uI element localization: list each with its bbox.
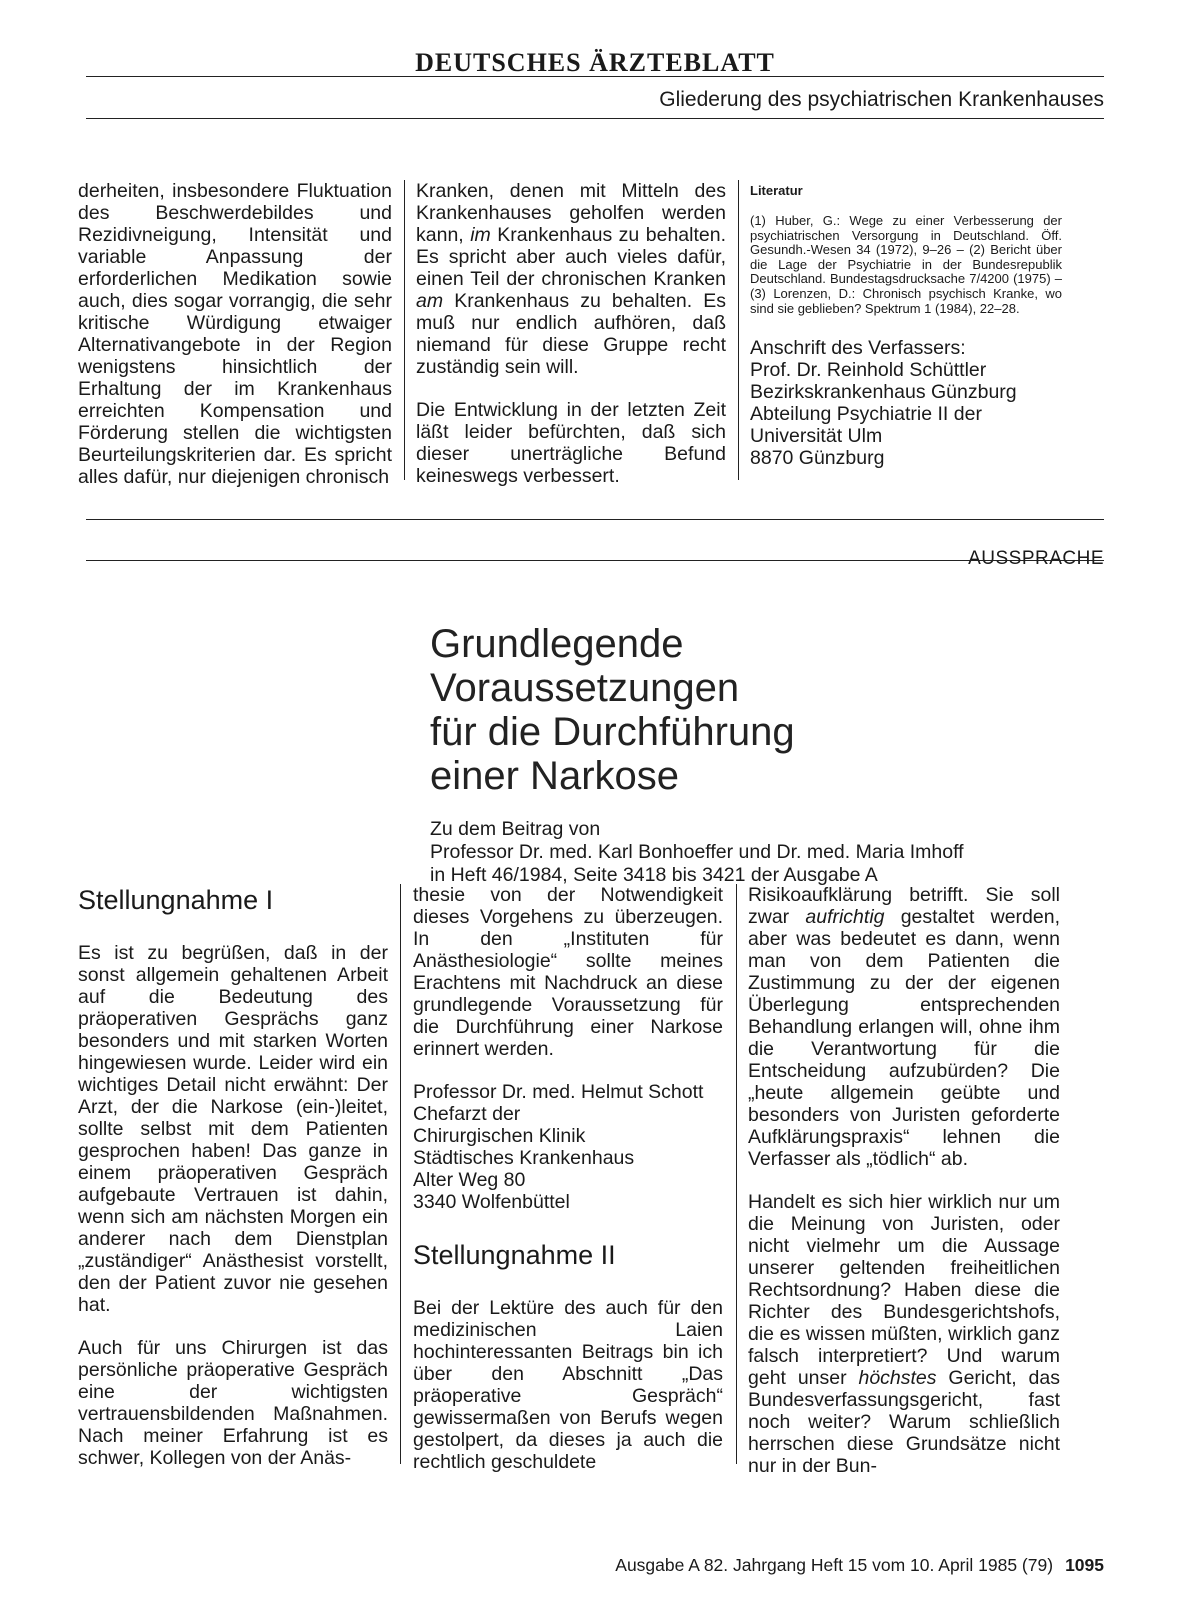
body-paragraph: Auch für uns Chirurgen ist das persönliche präoperative Gespräch eine der wichtigsten vertrauensbildenden Maßnahmen. Nach meiner Erfahrung ist es schwer, Kollegen von der Anäs- xyxy=(78,1337,388,1469)
column-divider xyxy=(736,884,737,1464)
article-intro: Zu dem Beitrag von Professor Dr. med. Karl Bonhoeffer und Dr. med. Maria Imhoff in Heft 46/1984, Seite 3418 bis 3421 der Ausgabe A xyxy=(430,818,964,886)
section-rubric: AUSSPRACHE xyxy=(968,548,1104,569)
header-rule xyxy=(86,118,1104,119)
page-number: 1095 xyxy=(1065,1555,1104,1575)
body-paragraph: Bei der Lektüre des auch für den medizinischen Laien hochinteressanten Beitrags bin ich über den Abschnitt „Das präoperative Gespräch“ gewissermaßen von Berufs wegen gestolpert, da dieses ja auch die rechtlich geschuldete xyxy=(413,1297,723,1473)
body-paragraph: Es ist zu begrüßen, daß in der sonst allgemein gehaltenen Arbeit auf die Bedeutung des präoperativen Gesprächs ganz besonders und mit starken Worten hingewiesen wurde. Leider wird ein wichtiges Detail nicht erwähnt: Der Arzt, der die Narkose (ein-)leitet, sollte selbst mit dem Patienten gesprochen haben! Das ganze in einem präoperativen Gespräch aufgebaute Vertrauen ist dahin, wenn sich am nächsten Morgen ein anderer nach dem Dienstplan „zuständiger“ Anästhesist vorstellt, den der Patient zuvor nie gesehen hat. xyxy=(78,942,388,1316)
author-address: Anschrift des Verfassers: Prof. Dr. Reinhold Schüttler Bezirkskrankenhaus Günzburg Abteilung Psychiatrie II der Universität Ulm 8870 Günzburg xyxy=(750,337,1017,470)
top-article-col-2 xyxy=(416,180,726,487)
top-article-col-1 xyxy=(78,180,392,488)
masthead-rule xyxy=(86,76,1104,77)
section-header: Gliederung des psychiatrischen Krankenhauses xyxy=(659,88,1104,111)
body-paragraph: Kranken, denen mit Mitteln des Krankenhauses geholfen werden kann, im Krankenhaus zu behalten. Es spricht aber auch vieles dafür, einen Teil der chronischen Kranken am Krankenhaus zu behalten. Es muß nur endlich aufhören, daß niemand für diese Gruppe recht zuständig sein will. xyxy=(416,180,727,378)
rubric-rule-top xyxy=(86,519,1104,520)
body-paragraph: derheiten, insbesondere Fluktuation des Beschwerdebildes und Rezidivneigung, Intensität und variable Anpassung der erforderlichen Medikation sowie auch, dies sogar vorrangig, die sehr kritische Würdigung etwaiger Alternativangebote in der Region wenigstens hinsichtlich der Erhaltung der im Krankenhaus erreichten Kompensation und Förderung stellen die wichtigsten Beurteilungskriterien dar. Es spricht alles dafür, nur diejenigen chronisch xyxy=(78,180,392,488)
body-paragraph: Die Entwicklung in der letzten Zeit läßt leider befürchten, daß sich dieser unerträgliche Befund keineswegs verbessert. xyxy=(416,399,726,487)
statement-2-title: Stellungnahme II xyxy=(413,1240,616,1270)
rubric-rule-bottom xyxy=(86,560,1104,561)
statement-col-2 xyxy=(413,884,723,1473)
literature-title: Literatur xyxy=(750,183,803,198)
column-divider xyxy=(738,180,739,480)
body-paragraph: thesie von der Notwendigkeit dieses Vorgehens zu überzeugen. In den „Instituten für Anästhesiologie“ sollte meines Erachtens mit Nachdruck an diese grundlegende Voraussetzung für die Durchführung einer Narkose erinnert werden. xyxy=(413,884,723,1060)
issue-info: Ausgabe A 82. Jahrgang Heft 15 vom 10. April 1985 (79) xyxy=(615,1555,1054,1575)
column-divider xyxy=(400,884,401,1464)
masthead: DEUTSCHES ÄRZTEBLATT xyxy=(415,48,775,77)
top-article-col-3 xyxy=(750,180,1062,469)
statement-1-title: Stellungnahme I xyxy=(78,885,274,915)
statement-col-3 xyxy=(748,884,1060,1477)
statement-1-author: Professor Dr. med. Helmut Schott Chefarzt der Chirurgischen Klinik Städtisches Krankenhaus Alter Weg 80 3340 Wolfenbüttel xyxy=(413,1081,704,1213)
article-headline: Grundlegende Voraussetzungen für die Durchführung einer Narkose xyxy=(430,622,795,798)
statement-col-1 xyxy=(78,884,388,1469)
literature-text: (1) Huber, G.: Wege zu einer Verbesserung der psychiatrischen Versorgung in Deutschland. Öff. Gesundh.-Wesen 34 (1972), 9–26 – (2) Bericht über die Lage der Psychiatrie in der Bundesrepublik Deutschland. Bundestagsdrucksache 7/4200 (1975) – (3) Lorenzen, D.: Chronisch psychisch Kranke, wo sind sie geblieben? Spektrum 1 (1984), 22–28. xyxy=(750,213,1062,316)
page-footer xyxy=(615,1555,1104,1576)
body-paragraph: Risikoaufklärung betrifft. Sie soll zwar aufrichtig gestaltet werden, aber was bedeutet es dann, wenn man von dem Patienten die Zustimmung zu der der eigenen Überlegung entsprechenden Behandlung erlangen will, ohne ihm die Verantwortung für die Entscheidung aufzubürden? Die „heute allgemein geübte und besonders von Juristen geforderte Aufklärungspraxis“ lehnen die Verfasser als „tödlich“ ab. xyxy=(748,884,1060,1170)
body-paragraph: Handelt es sich hier wirklich nur um die Meinung von Juristen, oder nicht vielmehr um die Aussage unserer geltenden freiheitlichen Rechtsordnung? Haben diese die Richter des Bundesgerichtshofs, die es wissen müßten, wirklich ganz falsch interpretiert? Und warum geht unser höchstes Gericht, das Bundesverfassungsgericht, fast noch weiter? Warum schließlich herrschen diese Grundsätze nicht nur in der Bun- xyxy=(748,1191,1060,1477)
column-divider xyxy=(404,180,405,480)
